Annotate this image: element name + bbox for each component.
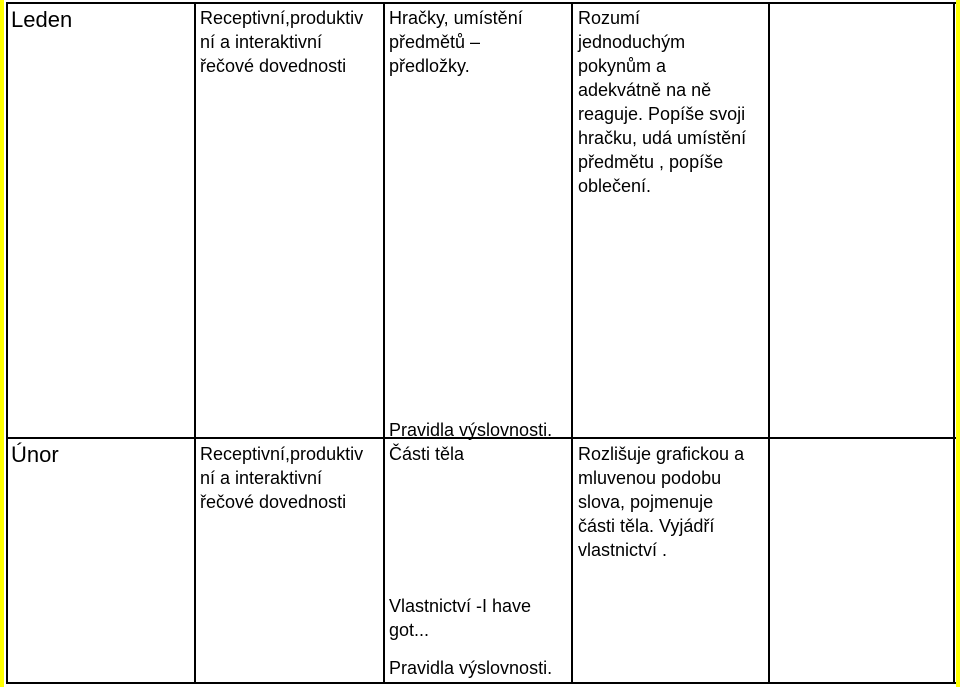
outcome-line: jednoduchým (578, 32, 686, 52)
month-cell: Únor (11, 442, 59, 467)
topic-line: Hračky, umístění (389, 8, 523, 28)
skills-line: ní a interaktivní (200, 468, 323, 488)
column-border-1 (6, 2, 8, 684)
outcome-line: vlastnictví . (578, 540, 668, 560)
outcome-line: předmětu , popíše (578, 152, 724, 172)
topic-line: Vlastnictví -I have (389, 596, 532, 616)
left-yellow-border (0, 0, 4, 687)
skills-line: ní a interaktivní (200, 32, 323, 52)
column-border-2 (194, 2, 196, 684)
outcome-line: části těla. Vyjádří (578, 516, 715, 536)
column-border-4 (571, 2, 573, 684)
column-border-3 (383, 2, 385, 684)
outcome-line: slova, pojmenuje (578, 492, 714, 512)
column-border-5 (768, 2, 770, 684)
table-top-border (6, 2, 956, 4)
skills-line: Receptivní,produktiv (200, 8, 364, 28)
topic-line: předmětů – (389, 32, 481, 52)
outcome-line: hračku, udá umístění (578, 128, 747, 148)
topic-line: Části těla (389, 444, 465, 464)
outcome-line: Rozumí (578, 8, 641, 28)
column-border-6 (953, 2, 955, 684)
outcome-line: reaguje. Popíše svoji (578, 104, 746, 124)
table-bottom-border (6, 682, 956, 684)
topic-line: Pravidla výslovnosti. (389, 658, 553, 678)
topic-line: got... (389, 620, 430, 640)
skills-line: Receptivní,produktiv (200, 444, 364, 464)
outcome-line: oblečení. (578, 176, 652, 196)
skills-line: řečové dovednosti (200, 56, 347, 76)
right-yellow-border (956, 0, 960, 687)
skills-line: řečové dovednosti (200, 492, 347, 512)
topic-line: předložky. (389, 56, 470, 76)
outcome-line: mluvenou podobu (578, 468, 722, 488)
outcome-line: adekvátně na ně (578, 80, 712, 100)
month-cell: Leden (11, 7, 73, 32)
outcome-line: Rozlišuje grafickou a (578, 444, 745, 464)
topic-line: Pravidla výslovnosti. (389, 420, 553, 440)
outcome-line: pokynům a (578, 56, 667, 76)
